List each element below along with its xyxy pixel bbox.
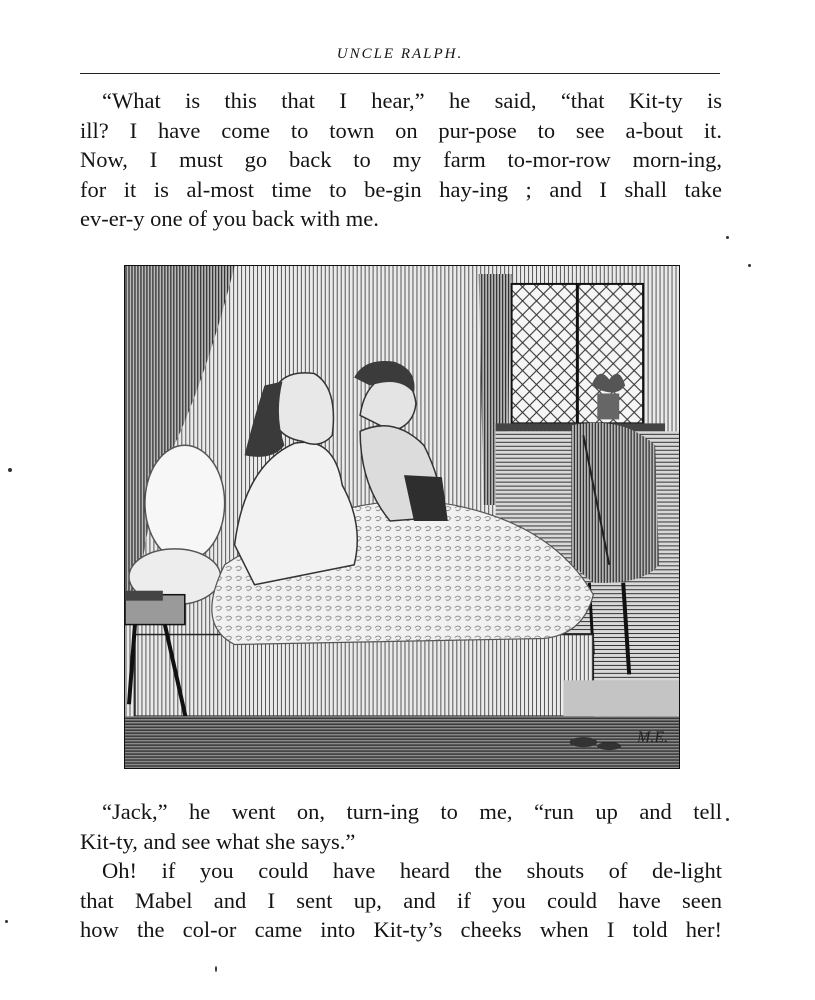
print-speck	[726, 818, 729, 821]
bed-valance	[135, 635, 593, 717]
print-speck	[215, 966, 217, 972]
text-line: ill? I have come to town on pur-pose to see a-bout it.	[80, 117, 722, 143]
bedroom-engraving	[125, 266, 679, 768]
artist-monogram: M.E.	[637, 729, 669, 747]
text-line: that Mabel and I sent up, and if you could have seen	[80, 887, 722, 913]
pillow	[145, 445, 225, 561]
chair-with-cloth	[571, 423, 659, 583]
text-line: “What is this that I hear,” he said, “that Kit-ty is	[102, 88, 722, 113]
header-rule	[80, 73, 720, 74]
paragraph-1	[80, 86, 722, 234]
running-title: UNCLE RALPH.	[336, 46, 464, 62]
text-line: Kit-ty, and see what she says.”	[80, 828, 356, 854]
paragraph-2	[80, 797, 722, 856]
print-speck	[726, 236, 729, 239]
slipper	[569, 737, 597, 747]
engraving-illustration	[124, 265, 680, 769]
text-line: for it is al-most time to be-gin hay-ing ; and I shall take	[80, 176, 722, 202]
text-line: Now, I must go back to my farm to-mor-row morn-ing,	[80, 147, 722, 172]
print-speck	[8, 468, 12, 472]
paragraph-3	[80, 856, 722, 945]
text-line: ev-er-y one of you back with me.	[80, 206, 379, 231]
print-speck	[748, 264, 751, 267]
print-speck	[5, 920, 8, 923]
text-line: how the col-or came into Kit-ty’s cheeks when I told her!	[80, 917, 722, 942]
text-line: Oh! if you could have heard the shouts of de-light	[102, 858, 722, 883]
text-line: “Jack,” he went on, turn-ing to me, “run up and tell	[102, 799, 722, 824]
